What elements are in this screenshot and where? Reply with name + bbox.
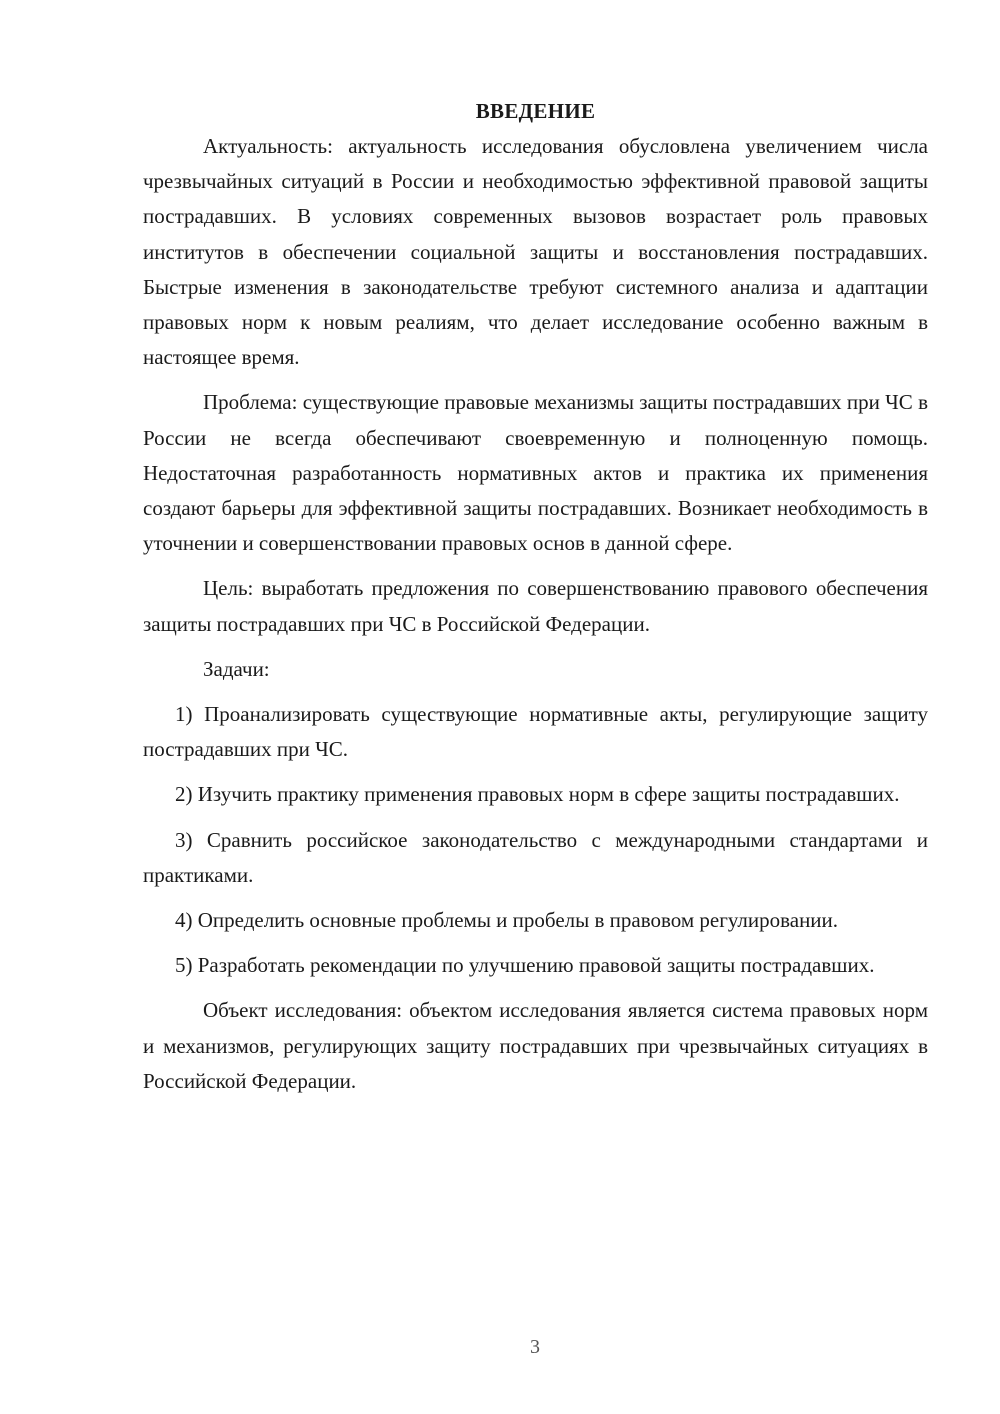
task-item: 1) Проанализировать существующие нормативные акты, регулирующие защиту пострадавших при ЧС.: [143, 702, 928, 762]
task-item: 2) Изучить практику применения правовых норм в сфере защиты пострадавших.: [175, 782, 900, 807]
task-item: 3) Сравнить российское законодательство с международными стандартами и практиками.: [143, 827, 928, 887]
page-content: [143, 96, 928, 1109]
paragraph-relevance: Актуальность: актуальность исследования обусловлена увеличением числа чрезвычайных ситуаций в России и необходимостью эффективной правовой защиты пострадавших. В условиях современных вызовов возрастает роль правовых институтов в обеспечении социальной защиты и восстановления пострадавших. Быстрые изменения в законодательстве требуют системного анализа и адаптации правовых норм к новым реалиям, что делает исследование особенно важным в настоящее время.: [143, 134, 928, 370]
section-heading: ВВЕДЕНИЕ: [475, 99, 596, 123]
paragraph-tasks-label: Задачи:: [203, 656, 270, 681]
page-number: 3: [530, 1336, 540, 1358]
paragraph-goal: Цель: выработать предложения по совершенствованию правового обеспечения защиты пострадавших при ЧС в Российской Федерации.: [143, 576, 928, 636]
paragraph-object: Объект исследования: объектом исследования является система правовых норм и механизмов, регулирующих защиту пострадавших при чрезвычайных ситуациях в Российской Федерации.: [143, 998, 928, 1093]
tasks-list: [143, 697, 928, 983]
task-item: 4) Определить основные проблемы и пробелы в правовом регулировании.: [175, 908, 839, 933]
task-item: 5) Разработать рекомендации по улучшению правовой защиты пострадавших.: [175, 953, 875, 978]
paragraph-problem: Проблема: существующие правовые механизмы защиты пострадавших при ЧС в России не всегда обеспечивают своевременную и полноценную помощь. Недостаточная разработанность нормативных актов и практика их применения создают барьеры для эффективной защиты пострадавших. Возникает необходимость в уточнении и совершенствовании правовых основ в данной сфере.: [143, 390, 928, 556]
